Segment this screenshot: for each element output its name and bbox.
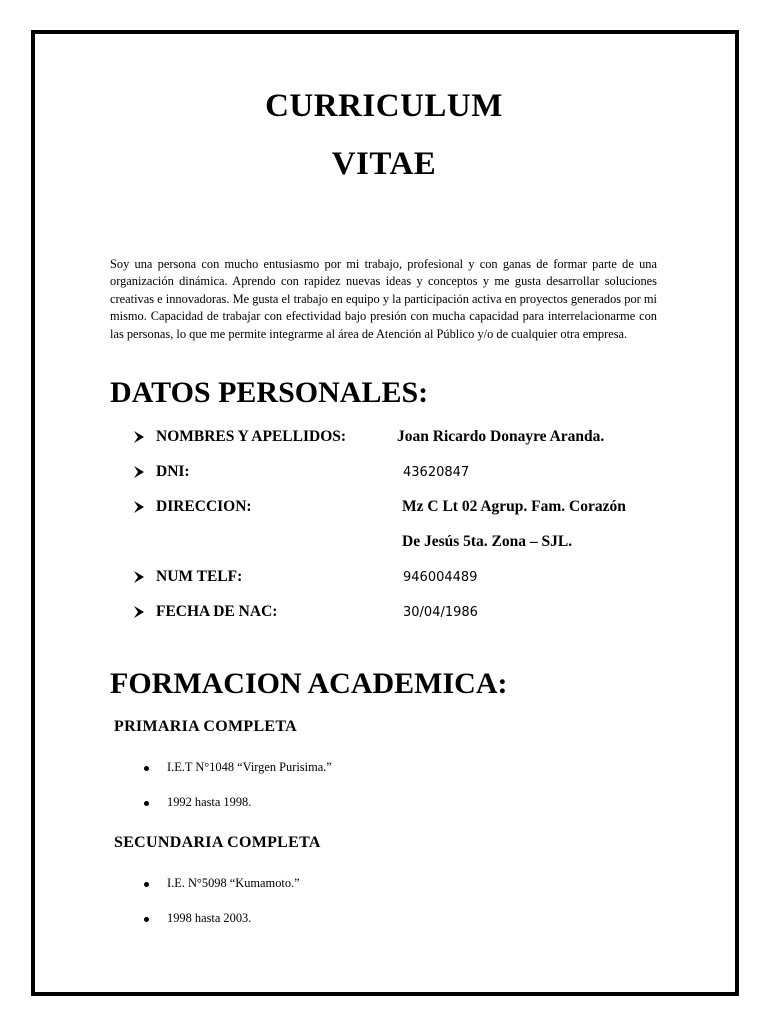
field-value-phone: 946004489 <box>403 570 478 585</box>
personal-data-heading: DATOS PERSONALES: <box>110 376 429 409</box>
arrow-bullet-icon <box>134 571 144 583</box>
bullet-icon <box>144 882 149 887</box>
field-value-dni: 43620847 <box>403 465 470 480</box>
field-label-address: DIRECCION: <box>156 498 252 515</box>
field-value-name: Joan Ricardo Donayre Aranda. <box>397 428 605 445</box>
summary-paragraph: Soy una persona con mucho entusiasmo por mi trabajo, profesional y con ganas de formar parte de una organización dinámica. Aprendo con rapidez nuevas ideas y conceptos y me gusta desarrollar soluciones creativas e innovadoras. Me gusta el trabajo en equipo y la participación activa en proyectos generados por mi mismo. Capacidad de trabajar con efectividad bajo presión con mucha capacidad para interrelacionarme con las personas, lo que me permite integrarme al área de Atención al Público y/o de cualquier otra empresa. <box>110 257 657 341</box>
field-label-name: NOMBRES Y APELLIDOS: <box>156 428 347 445</box>
arrow-bullet-icon <box>134 466 144 478</box>
education-item: 1992 hasta 1998. <box>167 795 252 809</box>
education-item: I.E.T N°1048 “Virgen Purisima.” <box>167 760 332 774</box>
bullet-icon <box>144 801 149 806</box>
education-item: 1998 hasta 2003. <box>167 911 252 925</box>
field-value-address-line1: Mz C Lt 02 Agrup. Fam. Corazón <box>402 498 626 515</box>
arrow-bullet-icon <box>134 606 144 618</box>
field-value-birthdate: 30/04/1986 <box>403 605 478 620</box>
field-label-phone: NUM TELF: <box>156 568 243 585</box>
field-label-dni: DNI: <box>156 463 190 480</box>
bullet-icon <box>144 766 149 771</box>
education-section-title: SECUNDARIA COMPLETA <box>114 834 321 851</box>
title-line-2: VITAE <box>331 146 437 182</box>
field-value-address-line2: De Jesús 5ta. Zona – SJL. <box>402 533 573 550</box>
education-section-title: PRIMARIA COMPLETA <box>114 718 298 735</box>
bullet-icon <box>144 917 149 922</box>
arrow-bullet-icon <box>134 501 144 513</box>
education-item: I.E. N°5098 “Kumamoto.” <box>167 876 300 890</box>
field-label-birthdate: FECHA DE NAC: <box>156 603 278 620</box>
arrow-bullet-icon <box>134 431 144 443</box>
education-heading: FORMACION ACADEMICA: <box>110 667 508 700</box>
title-line-1: CURRICULUM <box>265 88 503 124</box>
